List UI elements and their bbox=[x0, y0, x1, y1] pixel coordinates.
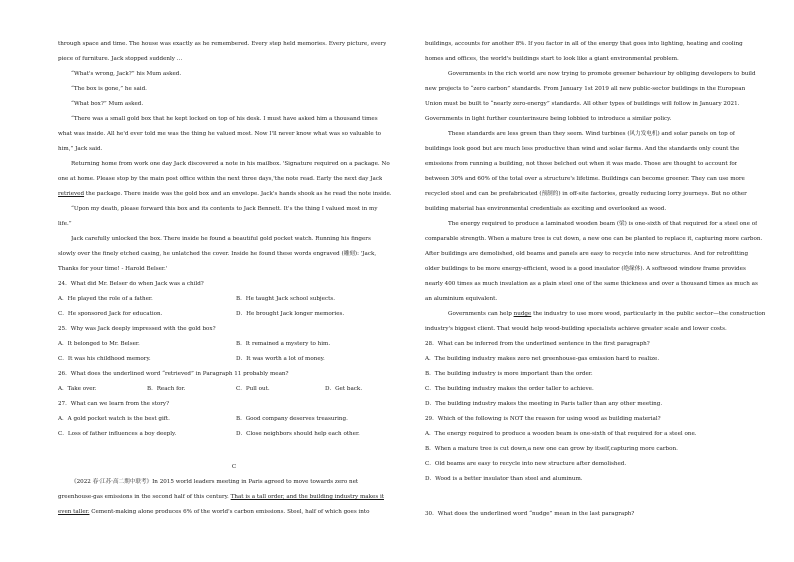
passage-line: homes and offices, the world's buildings start to look like a giant environmental problem. bbox=[425, 56, 679, 62]
question-29-stem: 29．Which of the following is NOT the reason for using wood as building material? bbox=[425, 416, 661, 422]
question-24-option-c[interactable]: C．He sponsored Jack for education. bbox=[58, 311, 163, 317]
passage-line: new projects to “zero carbon” standards. From January 1st 2019 all new public-sector buildings in the European bbox=[425, 86, 746, 92]
question-28-option-d[interactable]: D．The building industry makes the meeting in Paris taller than any other meeting. bbox=[425, 401, 663, 407]
passage-line: between 30% and 60% of the total over a structure's lifetime. Buildings can become greener. They can use more bbox=[425, 176, 745, 182]
question-25-option-c[interactable]: C．It was his childhood memory. bbox=[58, 356, 151, 362]
question-27-option-b[interactable]: B．Good company deserves treasuring. bbox=[236, 416, 348, 422]
story-line: life.” bbox=[58, 221, 72, 227]
story-line: “There was a small gold box that he kept locked on top of his desk. I must have asked him a thousand times bbox=[71, 116, 378, 122]
passage-line: industry's biggest client. That would help wood-building specialists achieve greater scale and lower costs. bbox=[425, 326, 727, 332]
question-24-option-a[interactable]: A．He played the role of a father. bbox=[58, 296, 153, 302]
passage-line: nearly 400 times as much insulation as a plain steel one of the same thickness and over a thousand times as much as bbox=[425, 281, 758, 287]
passage-c-line: greenhouse-gas emissions in the second half of this century. That is a tall order, and the building industry makes it bbox=[58, 494, 385, 500]
story-line: “Upon my death, please forward this box and its contents to Jack Bennett. It's the thing I valued most in my bbox=[71, 206, 378, 212]
question-26-option-d[interactable]: D．Get back. bbox=[325, 386, 363, 392]
question-25-option-d[interactable]: D．It was worth a lot of money. bbox=[236, 356, 325, 362]
question-24-option-d[interactable]: D．He brought Jack longer memories. bbox=[236, 311, 345, 317]
question-28-stem: 28．What can be inferred from the underlined sentence in the first paragraph? bbox=[425, 341, 650, 347]
question-30-stem: 30．What does the underlined word “nudge” mean in the last paragraph? bbox=[425, 511, 635, 517]
underlined-sentence-end: even taller. bbox=[58, 509, 90, 515]
question-27-stem: 27．What can we learn from the story? bbox=[58, 401, 170, 407]
question-27-option-d[interactable]: D．Close neighbors should help each other. bbox=[236, 431, 360, 437]
passage-line: Governments can help nudge the industry to use more wood, particularly in the public sector—the construction bbox=[448, 311, 766, 317]
passage-line: Governments in light further counterinsure being lobbied to introduce a similar policy. bbox=[425, 116, 672, 122]
passage-line: emissions from running a building, not those belched out when it was made. Those are thought to account for bbox=[425, 161, 738, 167]
question-28-option-a[interactable]: A．The building industry makes zero net greenhouse-gas emission hard to realize. bbox=[425, 356, 660, 362]
story-line: slowly over the finely etched casing, he unlatched the cover. Inside he found these words engraved (雕刻): 'Jack, bbox=[58, 251, 377, 257]
question-26-stem: 26．What does the underlined word “retrieved” in Paragraph 11 probably mean? bbox=[58, 371, 289, 377]
story-line: Thanks for your time! - Harold Belser.' bbox=[58, 266, 168, 272]
section-label-c: C bbox=[231, 464, 237, 470]
question-29-option-b[interactable]: B．When a mature tree is cut down,a new one can grow by itself,capturing more carbon. bbox=[425, 446, 678, 452]
question-29-option-c[interactable]: C．Old beams are easy to recycle into new structure after demolished. bbox=[425, 461, 627, 467]
question-29-option-d[interactable]: D．Wood is a better insulator than steel and aluminum. bbox=[425, 476, 583, 482]
question-26-option-a[interactable]: A．Take over. bbox=[58, 386, 97, 392]
passage-line: buildings, accounts for another 8%. If you factor in all of the energy that goes into lighting, heating and cooling bbox=[425, 41, 743, 47]
story-line: retrieved the package. There inside was the gold box and an envelope. Jack's hands shook as he read the note inside. bbox=[58, 191, 392, 197]
passage-line: After buildings are demolished, old beams and panels are easy to recycle into new structures. And for retrofitting bbox=[425, 251, 749, 257]
dialogue-line: “What box?” Mum asked. bbox=[71, 101, 144, 107]
question-26-option-b[interactable]: B．Reach for. bbox=[147, 386, 186, 392]
question-24-option-b[interactable]: B．He taught Jack school subjects. bbox=[236, 296, 335, 302]
story-line: Returning home from work one day Jack discovered a note in his mailbox. 'Signature required on a package. No bbox=[71, 161, 390, 167]
passage-line: building material has environmental credentials as exciting and overlooked as wood. bbox=[425, 206, 667, 212]
question-25-option-b[interactable]: B．It remained a mystery to him. bbox=[236, 341, 331, 347]
underlined-word-nudge: nudge bbox=[513, 311, 532, 317]
story-line: one at home. Please stop by the main post office within the next three days,'the note read. Early the next day Jack bbox=[58, 176, 383, 182]
dialogue-line: “What's wrong, Jack?” his Mum asked. bbox=[71, 71, 182, 77]
passage-line: recycled steel and can be prefabricated (预制的) in off-site factories, greatly reducing lorry journeys. But no other bbox=[425, 191, 747, 197]
underlined-sentence: That is a tall order, and the building industry makes it bbox=[230, 494, 385, 500]
dialogue-line: “The box is gone,” he said. bbox=[71, 86, 147, 92]
question-25-option-a[interactable]: A．It belonged to Mr. Belser. bbox=[58, 341, 140, 347]
passage-line: comparable strength. When a mature tree is cut down, a new one can be planted to replace it, capturing more carbon. bbox=[425, 236, 763, 242]
passage-line: buildings look good but are much less productive than wind and solar farms. And the standards only count the bbox=[425, 146, 740, 152]
passage-c-line: 《2022 春·江苏·高二期中联考》In 2015 world leaders meeting in Paris agreed to move towards zero net bbox=[71, 479, 359, 485]
question-26-option-c[interactable]: C．Pull out. bbox=[236, 386, 270, 392]
passage-line: older buildings to be more energy-efficient, wood is a good insulator (绝缘体). A softwood window frame provides bbox=[425, 266, 746, 272]
passage-line: an aluminium equivalent. bbox=[425, 296, 498, 302]
question-25-stem: 25．Why was Jack deeply impressed with the gold box? bbox=[58, 326, 216, 332]
passage-c-line: even taller. Cement-making alone produces 6% of the world's carbon emissions. Steel, half of which goes into bbox=[58, 509, 370, 515]
question-24-stem: 24．What did Mr. Belser do when Jack was a child? bbox=[58, 281, 204, 287]
passage-line: Union must be built to “nearly zero-energy” standards. All other types of buildings will follow in January 2021. bbox=[425, 101, 740, 107]
passage-line: These standards are less green than they seem. Wind turbines (风力发电机) and solar panels on top of bbox=[448, 131, 735, 137]
passage-line: Governments in the rich world are now trying to promote greener behaviour by obliging developers to build bbox=[448, 71, 756, 77]
question-29-option-a[interactable]: A．The energy required to produce a wooden beam is one-sixth of that required for a steel one. bbox=[425, 431, 697, 437]
passage-line: The energy required to produce a laminated wooden beam (梁) is one-sixth of that required for a steel one of bbox=[448, 221, 758, 227]
question-28-option-c[interactable]: C．The building industry makes the order taller to achieve. bbox=[425, 386, 594, 392]
question-27-option-c[interactable]: C．Loss of father influences a boy deeply. bbox=[58, 431, 177, 437]
question-27-option-a[interactable]: A．A gold pocket watch is the best gift. bbox=[58, 416, 170, 422]
underlined-word-retrieved: retrieved bbox=[58, 191, 85, 197]
story-line: what was inside. All he'd ever told me was the thing he valued most. Now I'll never know what was so valuable to bbox=[58, 131, 382, 137]
story-line: through space and time. The house was exactly as he remembered. Every step held memories. Every picture, every bbox=[58, 41, 387, 47]
question-28-option-b[interactable]: B．The building industry is more important than the order. bbox=[425, 371, 593, 377]
story-line: piece of furniture. Jack stopped suddenly … bbox=[58, 56, 183, 62]
story-line: him,” Jack said. bbox=[58, 146, 103, 152]
story-line: Jack carefully unlocked the box. There inside he found a beautiful gold pocket watch. Running his fingers bbox=[71, 236, 371, 242]
